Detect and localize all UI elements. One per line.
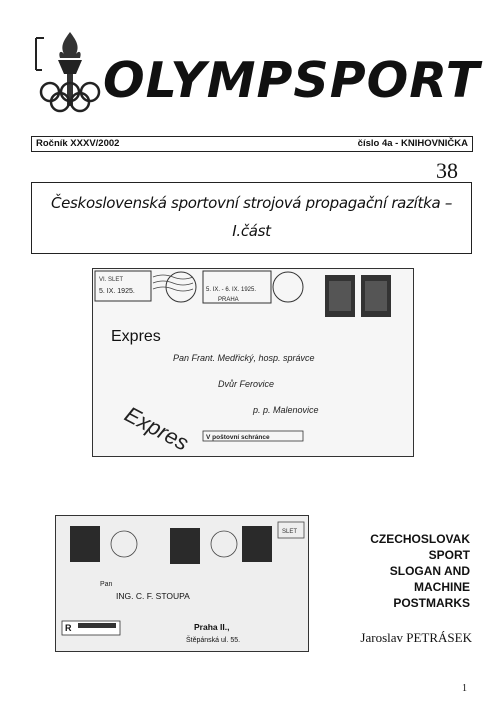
addressee-name: ING. C. F. STOUPA (116, 591, 190, 601)
postmark-slogan: SLET (282, 529, 298, 535)
registered-envelope-image (55, 515, 309, 652)
article-title-line-2: I.část (232, 222, 271, 240)
postmark-date-2: 5. IX. - 6. IX. 1925. (206, 287, 257, 293)
page-number: 1 (462, 683, 467, 694)
addressee-title: Pan (100, 581, 113, 588)
article-title-box (31, 182, 472, 254)
olympic-torch-rings-logo-icon (30, 30, 110, 120)
english-title-line: SLOGAN AND (389, 564, 470, 578)
english-title-line: SPORT (428, 548, 470, 562)
postmark-date-1: 5. IX. 1925. (99, 288, 135, 295)
english-title-line: CZECHOSLOVAK (370, 532, 470, 546)
masthead-title: OLYMPSPORT (103, 52, 481, 109)
handwritten-line-2: Dvůr Ferovice (218, 379, 275, 389)
handwritten-addressee: Pan Frant. Medřický, hosp. správce (173, 353, 315, 363)
issue-number: 38 (436, 158, 458, 183)
handwritten-expres: Expres (120, 401, 193, 456)
article-title-line-1: Československá sportovní strojová propagační razítka – (50, 194, 453, 212)
strip-label: V poštovní schránce (206, 434, 270, 441)
postmark-city: PRAHA (218, 297, 239, 303)
author-name: Jaroslav PETRÁSEK (360, 630, 472, 645)
issue-label: číslo 4a - KNIHOVNIČKA (357, 138, 468, 149)
expres-label: Expres (111, 328, 161, 345)
stamp-b (170, 528, 200, 564)
express-envelope-image (92, 268, 414, 457)
info-bar (31, 136, 473, 152)
volume-label: Ročník XXXV/2002 (36, 138, 120, 149)
stamp-c (242, 526, 272, 562)
handwritten-line-3: p. p. Malenovice (253, 405, 319, 415)
english-title-line: MACHINE (414, 580, 470, 594)
stamp-a (70, 526, 100, 562)
postmark-slogan-1: VI. SLET (99, 277, 124, 283)
english-title-line: POSTMARKS (393, 596, 470, 610)
registered-label: R (65, 623, 72, 633)
english-title (330, 531, 470, 611)
city-line: Praha II., (194, 622, 230, 632)
street-line: Štěpánská ul. 55. (186, 637, 241, 644)
